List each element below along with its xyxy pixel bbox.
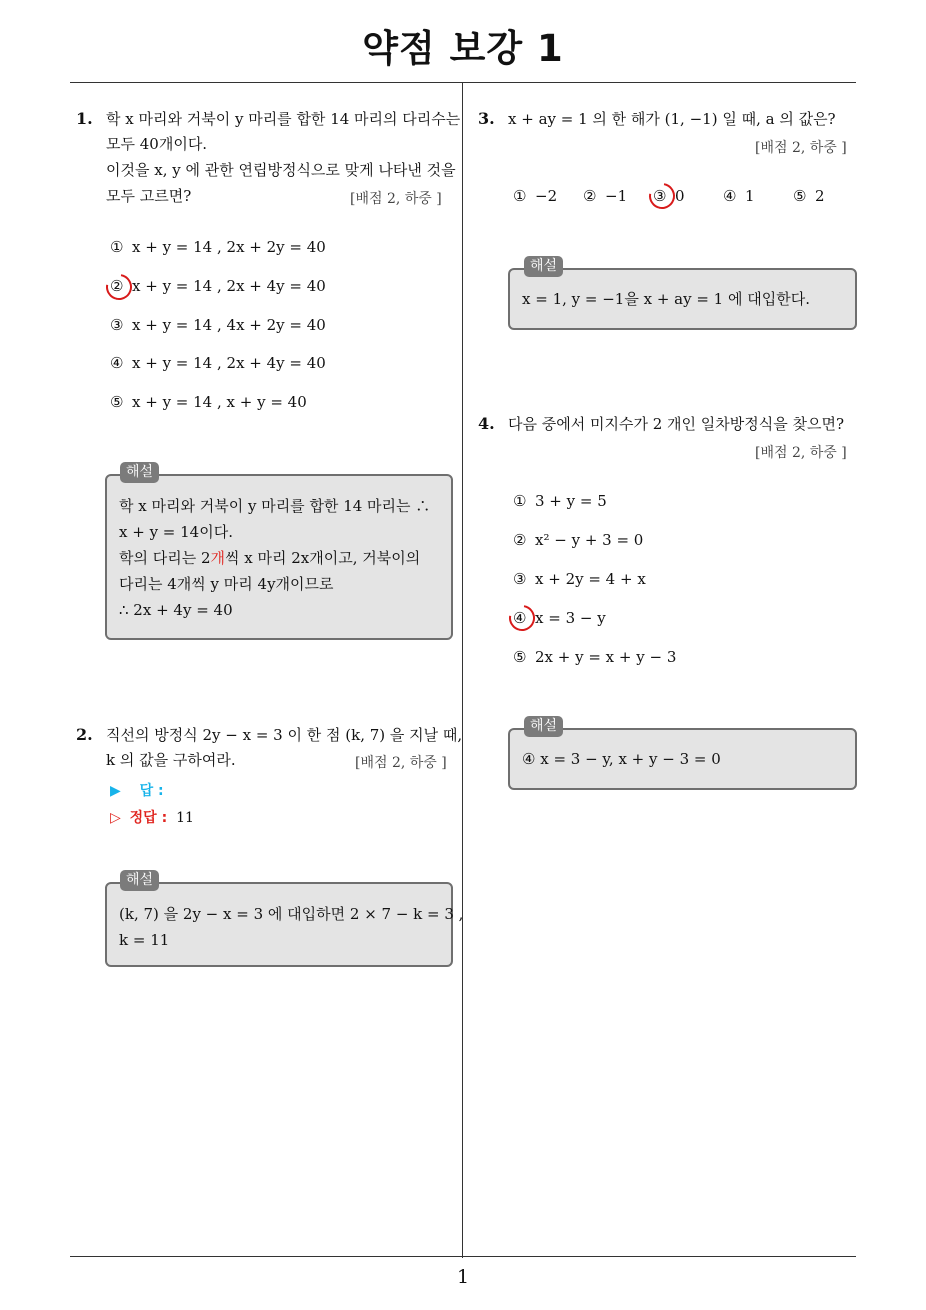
option-mark: ③: [110, 316, 124, 334]
option-mark: ②: [110, 277, 124, 295]
explanation-box: [105, 474, 453, 640]
option-2[interactable]: [110, 276, 326, 296]
option-1[interactable]: [513, 186, 557, 206]
option-text: x + 2y = 4 + x: [535, 570, 646, 588]
option-mark: ①: [513, 492, 527, 510]
option-text: x + y = 14 , 2x + 2y = 40: [132, 238, 326, 256]
option-text: −2: [535, 187, 558, 205]
page-title: 약점 보강 1: [362, 27, 564, 70]
question-number: 1.: [76, 109, 93, 128]
option-text: 0: [675, 187, 685, 205]
option-1[interactable]: [513, 491, 607, 511]
explanation-line: k = 11: [119, 931, 170, 949]
score-meta: [배점 2, 하중 ]: [755, 445, 847, 461]
outline-play-icon: ▷: [110, 810, 121, 826]
option-1[interactable]: [110, 237, 326, 257]
play-icon: ▶: [110, 783, 121, 799]
option-4[interactable]: [110, 353, 326, 373]
explanation-box: [105, 882, 464, 967]
option-text: 2x + y = x + y − 3: [535, 648, 677, 666]
option-text: 3 + y = 5: [535, 492, 607, 510]
selected-answer-circle: [504, 600, 540, 636]
question-text-line: 이것을 x, y 에 관한 연립방정식으로 맞게 나타낸 것을: [106, 161, 456, 179]
option-text: x² − y + 3 = 0: [535, 531, 644, 549]
question-number: 2.: [76, 725, 93, 744]
explanation-line: x + y = 14이다.: [119, 523, 233, 541]
option-mark: ③: [513, 570, 527, 588]
option-text: 2: [815, 187, 825, 205]
top-rule: [70, 82, 856, 83]
selected-answer-circle: [644, 178, 680, 214]
explanation-line: 학의 다리는 2개씩 x 마리 2x개이고, 거북이의: [119, 549, 421, 567]
correct-answer-row: [110, 807, 194, 827]
score-meta: [배점 2, 하중 ]: [350, 191, 442, 207]
answer-row: [110, 780, 164, 800]
question-text-line: k 의 값을 구하여라.: [106, 751, 236, 769]
option-mark: ⑤: [110, 393, 124, 411]
option-mark: ②: [513, 531, 527, 549]
page-number: 1: [456, 1266, 470, 1288]
score-meta: [배점 2, 하중 ]: [355, 755, 447, 771]
question-text-line: 모두 고르면?: [106, 187, 192, 205]
option-3[interactable]: [513, 569, 646, 589]
bottom-rule: [70, 1256, 856, 1257]
explanation-box: [508, 728, 857, 790]
explanation-line: 다리는 4개씩 y 마리 4y개이므로: [119, 575, 334, 593]
option-mark: ①: [513, 187, 527, 205]
option-text: x + y = 14 , 2x + 4y = 40: [132, 277, 326, 295]
explanation-line: 학 x 마리와 거북이 y 마리를 합한 14 마리는 ∴: [119, 497, 431, 515]
explanation-tag: 해설: [524, 256, 563, 277]
option-text: x = 3 − y: [535, 609, 606, 627]
question-text-line: x + ay = 1 의 한 해가 (1, −1) 일 때, a 의 값은?: [508, 110, 836, 128]
explanation-tag: 해설: [120, 870, 159, 891]
option-mark: ④: [110, 354, 124, 372]
question-text-line: 학 x 마리와 거북이 y 마리를 합한 14 마리의 다리수는: [106, 110, 461, 128]
question-text-line: 직선의 방정식 2y − x = 3 이 한 점 (k, 7) 을 지날 때,: [106, 726, 463, 744]
explanation-line: x = 1, y = −1을 x + ay = 1 에 대입한다.: [522, 290, 810, 308]
option-text: 1: [745, 187, 755, 205]
selected-answer-circle: [101, 269, 137, 305]
highlighted-char: 개: [210, 549, 226, 567]
option-text: x + y = 14 , 4x + 2y = 40: [132, 316, 326, 334]
column-divider: [462, 83, 463, 1258]
option-5[interactable]: [793, 186, 825, 206]
explanation-tag: 해설: [524, 716, 563, 737]
option-4[interactable]: [723, 186, 755, 206]
option-2[interactable]: [513, 530, 643, 550]
explanation-box: [508, 268, 857, 330]
correct-label: 정답 :: [129, 810, 168, 826]
explanation-line: (k, 7) 을 2y − x = 3 에 대입하면 2 × 7 − k = 3 ,: [119, 905, 464, 923]
score-meta: [배점 2, 하중 ]: [755, 140, 847, 156]
option-mark: ③: [653, 187, 667, 205]
option-text: x + y = 14 , 2x + 4y = 40: [132, 354, 326, 372]
option-mark: ⑤: [513, 648, 527, 666]
question-text-line: 모두 40개이다.: [106, 135, 208, 153]
option-text: −1: [605, 187, 628, 205]
option-mark: ④: [513, 609, 527, 627]
explanation-tag: 해설: [120, 462, 159, 483]
option-2[interactable]: [583, 186, 627, 206]
question-text-line: 다음 중에서 미지수가 2 개인 일차방정식을 찾으면?: [508, 415, 844, 433]
option-mark: ①: [110, 238, 124, 256]
option-mark: ④: [723, 187, 737, 205]
option-mark: ②: [583, 187, 597, 205]
question-number: 4.: [478, 414, 495, 433]
option-mark: ⑤: [793, 187, 807, 205]
explanation-line: ④ x = 3 − y, x + y − 3 = 0: [522, 750, 721, 768]
answer-label: 답 :: [139, 783, 164, 799]
question-number: 3.: [478, 109, 495, 128]
option-5[interactable]: [513, 647, 676, 667]
option-5[interactable]: [110, 392, 307, 412]
correct-value: 11: [176, 810, 194, 826]
option-3[interactable]: [110, 315, 326, 335]
explanation-line: ∴ 2x + 4y = 40: [119, 601, 233, 619]
option-text: x + y = 14 , x + y = 40: [132, 393, 307, 411]
